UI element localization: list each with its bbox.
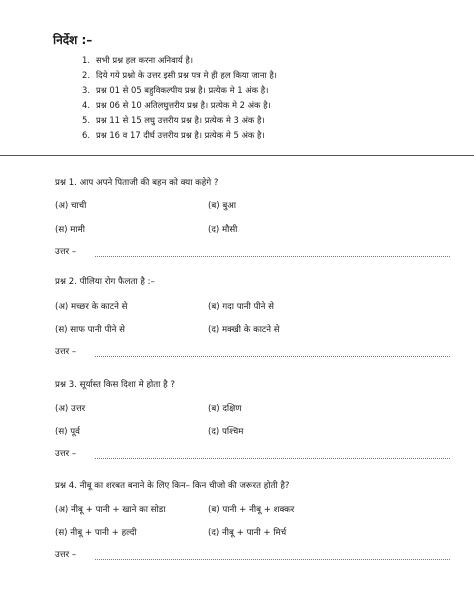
question-text: प्रश्न 1. आप अपने पिताजी की बहन को क्या कहेगे ? <box>55 178 219 188</box>
answer-line <box>95 559 450 560</box>
instruction-text: सभी प्रश्न हल करना अनिवार्य है। <box>96 55 194 65</box>
option-d: (द) मौसी <box>208 225 238 235</box>
question-text: प्रश्न 3. सूर्यास्त किस दिशा मे होता है ? <box>55 380 175 390</box>
option-d: (द) नीबू + पानी + मिर्च <box>208 528 287 538</box>
instruction-number: 4. <box>82 100 90 110</box>
instruction-number: 2. <box>82 70 90 80</box>
answer-line <box>95 458 450 459</box>
instruction-number: 5. <box>82 115 90 125</box>
instruction-text: प्रश्न 06 से 10 अतिलघुत्तरीय प्रश्न है। प्रत्येक मे 2 अंक है। <box>96 100 271 110</box>
answer-line <box>95 356 450 357</box>
instruction-text: प्रश्न 11 से 15 लघु उत्तरीय प्रश्न है। प्रत्येक मे 3 अंक है। <box>96 115 265 125</box>
instruction-text: प्रश्न 16 व 17 दीर्घ उत्तरीय प्रश्न है। प्रत्येक मे 5 अंक है। <box>96 130 265 140</box>
question-text: प्रश्न 4. नीबू का शरबत बनाने के लिए किन– किन चीजो की जरूरत होती है? <box>55 481 290 491</box>
instruction-item <box>82 53 277 68</box>
question-text: प्रश्न 2. पीलिया रोग फैलता है :– <box>55 277 155 287</box>
instruction-item <box>82 68 277 83</box>
option-c: (स) मामी <box>55 225 85 235</box>
answer-label: उत्तर – <box>55 550 77 560</box>
answer-label: उत्तर – <box>55 247 77 257</box>
option-b: (ब) दक्षिण <box>208 404 242 414</box>
instruction-text: दिये गये प्रश्नो के उत्तर इसी प्रश्न पत्र मे ही हल किया जाना है। <box>96 70 277 80</box>
option-a: (अ) चाची <box>55 201 87 211</box>
instruction-item <box>82 83 277 98</box>
answer-label: उत्तर – <box>55 449 77 459</box>
answer-label: उत्तर – <box>55 347 77 357</box>
instruction-text: प्रश्न 01 से 05 बहुविकल्पीय प्रश्न है। प्रत्येक मे 1 अंक है। <box>96 85 269 95</box>
option-d: (द) मक्खी के काटने से <box>208 325 280 335</box>
instruction-number: 1. <box>82 55 90 65</box>
option-d: (द) पश्चिम <box>208 427 244 437</box>
instruction-item <box>82 128 277 143</box>
instructions-heading: निर्देश :– <box>53 33 93 47</box>
option-a: (अ) मच्छर के काटने से <box>55 302 128 312</box>
option-b: (ब) बुआ <box>208 201 237 211</box>
instruction-number: 6. <box>82 130 90 140</box>
instruction-item <box>82 98 277 113</box>
option-a: (अ) उत्तर <box>55 404 86 414</box>
option-c: (स) नीबू + पानी + हल्दी <box>55 528 137 538</box>
option-b: (ब) पानी + नीबू + शक्कर <box>208 505 295 515</box>
option-a: (अ) नीबू + पानी + खाने का सोडा <box>55 505 166 515</box>
option-c: (स) साफ पानी पीने से <box>55 325 125 335</box>
section-divider <box>0 155 474 156</box>
instruction-number: 3. <box>82 85 90 95</box>
instructions-list <box>82 53 277 143</box>
answer-line <box>95 256 450 257</box>
option-c: (स) पूर्व <box>55 427 80 437</box>
option-b: (ब) गदा पानी पीने से <box>208 302 274 312</box>
instruction-item <box>82 113 277 128</box>
